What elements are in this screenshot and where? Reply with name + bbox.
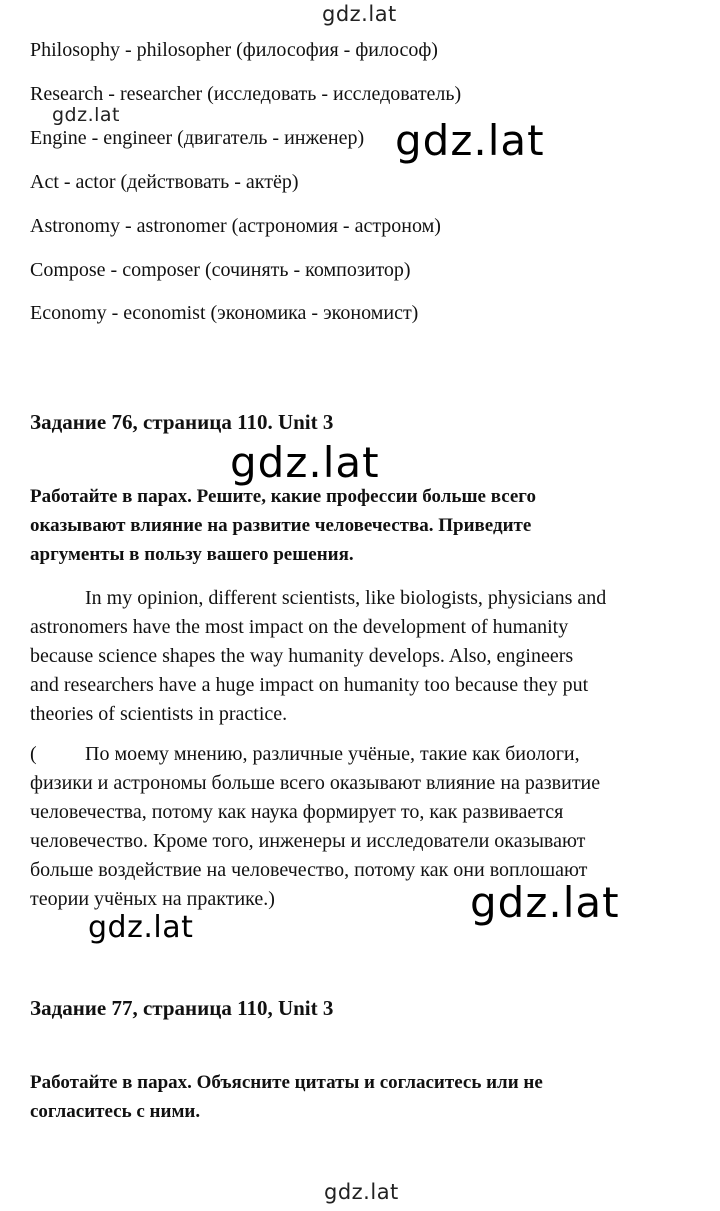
answer-ru-line: человечество. Кроме того, инженеры и исследователи оказывают bbox=[30, 830, 586, 852]
answer-en-line: In my opinion, different scientists, like biologists, physicians and bbox=[85, 587, 607, 609]
watermark-big-2: gdz.lat bbox=[230, 438, 380, 487]
word-pair-act: Act - actor (действовать - актёр) bbox=[30, 171, 299, 193]
answer-ru-line: По моему мнению, различные учёные, такие как биологи, bbox=[85, 743, 580, 765]
open-paren: ( bbox=[30, 743, 37, 765]
answer-ru-line: теории учёных на практике.) bbox=[30, 888, 275, 910]
task77-heading: Задание 77, страница 110, Unit 3 bbox=[30, 996, 334, 1020]
task77-instruction bbox=[30, 1068, 690, 1126]
watermark-big-1: gdz.lat bbox=[395, 116, 545, 165]
task76-instruction bbox=[30, 482, 690, 569]
task76-heading: Задание 76, страница 110. Unit 3 bbox=[30, 410, 334, 434]
word-pair-astronomy: Astronomy - astronomer (астрономия - астроном) bbox=[30, 215, 441, 237]
word-pair-economy: Economy - economist (экономика - экономист) bbox=[30, 302, 419, 324]
answer-en-line: because science shapes the way humanity develops. Also, engineers bbox=[30, 645, 574, 667]
task76-answer-en bbox=[30, 584, 692, 729]
task76-answer-ru bbox=[30, 740, 692, 914]
task77-instruction-line: согласитесь с ними. bbox=[30, 1101, 201, 1122]
answer-en-line: theories of scientists in practice. bbox=[30, 703, 288, 725]
answer-ru-line: физики и астрономы больше всего оказывают влияние на развитие bbox=[30, 772, 601, 794]
task76-instruction-line: оказывают влияние на развитие человечества. Приведите bbox=[30, 515, 532, 536]
task77-instruction-line: Работайте в парах. Объясните цитаты и согласитесь или не bbox=[30, 1072, 543, 1093]
watermark-medium-left: gdz.lat bbox=[88, 910, 194, 945]
answer-en-line: and researchers have a huge impact on humanity too because they put bbox=[30, 674, 589, 696]
word-pair-philosophy: Philosophy - philosopher (философия - философ) bbox=[30, 39, 438, 61]
answer-ru-line: больше воздействие на человечество, потому как они воплошают bbox=[30, 859, 588, 881]
watermark-big-3: gdz.lat bbox=[470, 878, 620, 927]
task76-instruction-line: аргументы в пользу вашего решения. bbox=[30, 544, 354, 565]
word-pair-research: Research - researcher (исследовать - исследователь) bbox=[30, 83, 462, 105]
watermark-top: gdz.lat bbox=[322, 2, 397, 26]
task76-instruction-line: Работайте в парах. Решите, какие профессии больше всего bbox=[30, 486, 536, 507]
watermark-small-left: gdz.lat bbox=[52, 104, 121, 126]
answer-en-line: astronomers have the most impact on the development of humanity bbox=[30, 616, 569, 638]
word-pair-engine: Engine - engineer (двигатель - инженер) bbox=[30, 127, 365, 149]
watermark-bottom: gdz.lat bbox=[324, 1180, 399, 1204]
answer-ru-line: человечества, потому как наука формирует то, как развивается bbox=[30, 801, 564, 823]
word-pair-compose: Compose - composer (сочинять - композитор) bbox=[30, 259, 411, 281]
